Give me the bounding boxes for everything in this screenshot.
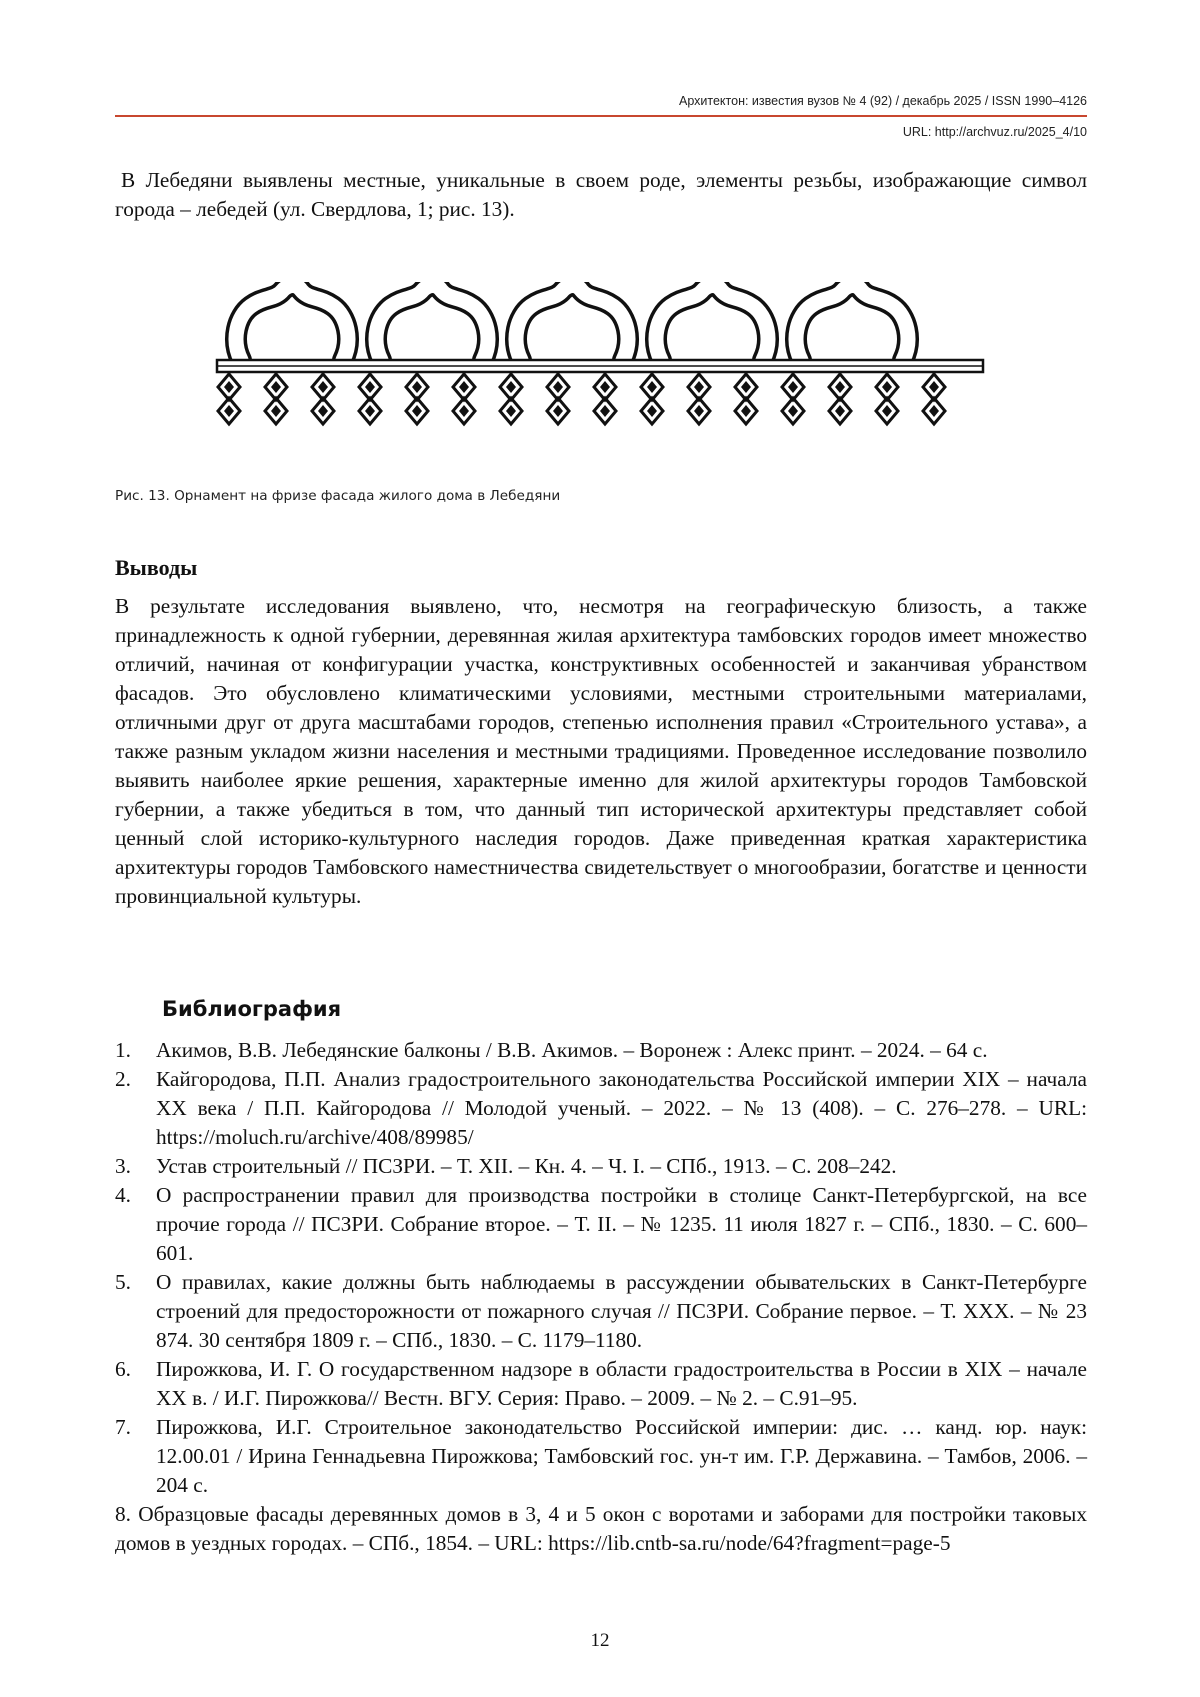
frieze-pendants [218, 374, 945, 424]
item-text: О правилах, какие должны быть наблюдаемы в рассуждении обывательских в Санкт-Петербурге строений для предосторожности от пожарного случая // ПСЗРИ. Собрание первое. – Т. XXX. – № 23 874. 30 сентября 1809 г. – СПб., 1830. – С. 1179–1180. [156, 1270, 1087, 1352]
item-text: Пирожкова, И.Г. Строительное законодательство Российской империи: дис. … канд. юр. наук: 12.00.01 / Ирина Геннадьевна Пирожкова; Тамбовский гос. ун-т им. Г.Р. Державина. – Тамбов, 2006. – 204 с. [156, 1415, 1087, 1497]
bibliography-list [115, 1036, 1087, 1558]
bibliography-item [115, 1500, 1087, 1558]
item-text: Кайгородова, П.П. Анализ градостроительного законодательства Российской империи XIX – начала XX века / П.П. Кайгородова // Молодой ученый. – 2022. – № 13 (408). – С. 276–278. – URL: https://moluch.ru/archive/408/89985/ [156, 1067, 1087, 1149]
item-number: 3. [115, 1154, 131, 1178]
item-text: Акимов, В.В. Лебедянские балконы / В.В. Акимов. – Воронеж : Алекс принт. – 2024. – 64 с. [156, 1038, 988, 1062]
conclusions-paragraph: В результате исследования выявлено, что, несмотря на географическую близость, а также принадлежность к одной губернии, деревянная жилая архитектура тамбовских городов имеет множество отличий, начиная от конфигурации участка, конструктивных особенностей и заканчивая убранством фасадов. Это обусловлено климатическими условиями, местными строительными материалами, отличными друг от друга масштабами городов, степенью исполнения правил «Строительного устава», а также разным укладом жизни населения и местными традициями. Проведенное исследование позволило выявить наиболее яркие решения, характерные именно для жилой архитектуры городов Тамбовской губернии, а также убедиться в том, что данный тип исторической архитектуры представляет собой ценный слой историко-культурного наследия городов. Даже приведенная краткая характеристика архитектуры городов Тамбовского наместничества свидетельствует о многообразии, богатстве и ценности провинциальной культуры. [115, 594, 1087, 908]
item-text: О распространении правил для производства постройки в столице Санкт-Петербургской, на все прочие города // ПСЗРИ. Собрание второе. – Т. II. – № 1235. 11 июля 1827 г. – СПб., 1830. – С. 600–601. [156, 1183, 1087, 1265]
running-header [115, 92, 1087, 141]
item-number: 7. [115, 1415, 131, 1439]
item-number: 5. [115, 1270, 131, 1294]
item-text: Устав строительный // ПСЗРИ. – Т. XII. – Кн. 4. – Ч. I. – СПб., 1913. – С. 208–242. [156, 1154, 897, 1178]
bibliography-item [115, 1268, 1087, 1355]
item-number: 4. [115, 1183, 131, 1207]
item-text: Образцовые фасады деревянных домов в 3, 4 и 5 окон с воротами и заборами для постройки таковых домов в уездных городах. – СПб., 1854. – URL: https://lib.cntb-sa.ru/node/64?fragment=page-5 [115, 1502, 1088, 1555]
item-number: 8. [115, 1502, 131, 1526]
bibliography-item [115, 1065, 1087, 1152]
figure-13-ornament [215, 282, 985, 466]
bibliography-item [115, 1181, 1087, 1268]
item-number: 1. [115, 1038, 131, 1062]
journal-citation: Архитектон: известия вузов № 4 (92) / декабрь 2025 / ISSN 1990–4126 [679, 94, 1087, 108]
article-url: URL: http://archvuz.ru/2025_4/10 [902, 125, 1087, 139]
bibliography-item [115, 1152, 1087, 1181]
bibliography-item [115, 1036, 1087, 1065]
page-number: 12 [590, 1630, 610, 1651]
item-number: 6. [115, 1357, 131, 1381]
intro-paragraph: В Лебедяни выявлены местные, уникальные в своем роде, элементы резьбы, изображающие символ города – лебедей (ул. Свердлова, 1; рис. 13). [115, 168, 1087, 221]
header-rule [115, 115, 1087, 117]
bibliography-heading: Библиография [162, 997, 342, 1021]
bibliography-item [115, 1355, 1087, 1413]
bibliography-item [115, 1413, 1087, 1500]
conclusions-heading: Выводы [115, 555, 198, 580]
swan-motifs [236, 286, 908, 361]
item-text: Пирожкова, И. Г. О государственном надзоре в области градостроительства в России в XIX – начале XX в. / И.Г. Пирожкова// Вестн. ВГУ. Серия: Право. – 2009. – № 2. – С.91–95. [156, 1357, 1087, 1410]
item-number: 2. [115, 1067, 131, 1091]
figure-caption: Рис. 13. Орнамент на фризе фасада жилого дома в Лебедяни [115, 488, 561, 504]
